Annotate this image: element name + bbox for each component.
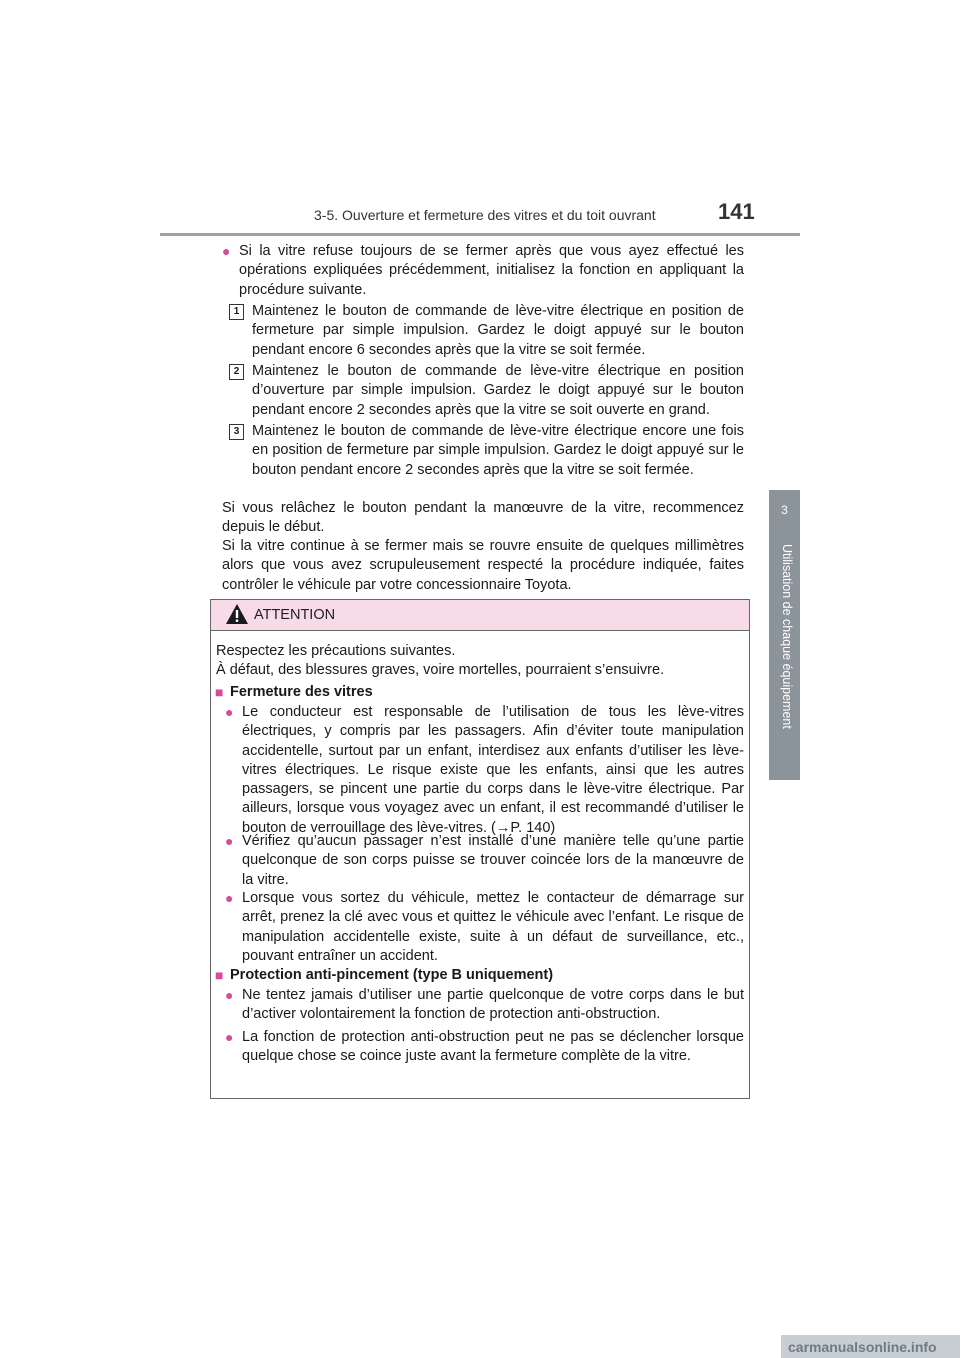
square-bullet-icon: ■ — [215, 967, 224, 983]
step-text-1: Maintenez le bouton de commande de lève-vitre électrique en position de fermeture par simple impulsion. Gardez le doigt appuyé sur le bouton pendant encore 6 secondes après que la vitre se soit fermée. — [252, 303, 744, 358]
bullet-icon: ● — [222, 243, 231, 259]
warning-bullet-driver: Le conducteur est responsable de l’utilisation de tous les lève-vitres électriques, y compris par les passagers. Afin d’éviter toute manipulation accidentelle, surtout par un enfant, interdisez aux enfants d’utiliser les lève-vitres électriques. Le risque existe que les enfants, ainsi que les autres passagers, se pincent une partie du corps dans le lève-vitre électrique. Par ailleurs, lorsque vous voyagez avec un enfant, il est recommandé d’utiliser le bouton de verrouillage des lève-vitres. (→P. 140) — [242, 704, 744, 836]
section-heading-anti-pinch: Protection anti-pincement (type B uniquement) — [230, 967, 554, 983]
warning-box — [210, 599, 750, 1099]
step-text-3: Maintenez le bouton de commande de lève-vitre électrique encore une fois en position de fermeture par simple impulsion. Gardez le doigt appuyé sur le bouton pendant encore 2 secondes après que la vitre se soit fermée. — [252, 423, 744, 478]
intro-bullet-text: Si la vitre refuse toujours de se fermer après que vous ayez effectué les opérations expliquées précédemment, initialisez la fonction en appliquant la procédure suivante. — [239, 243, 744, 298]
page-number: 141 — [718, 199, 755, 224]
step-number-3: 3 — [229, 424, 244, 440]
section-heading-windows: Fermeture des vitres — [230, 684, 373, 700]
step-number-1: 1 — [229, 304, 244, 320]
bullet-icon: ● — [225, 1029, 234, 1045]
bullet-icon: ● — [225, 987, 234, 1003]
watermark-text[interactable]: carmanualsonline.info — [788, 1339, 937, 1355]
square-bullet-icon: ■ — [215, 684, 224, 700]
bullet-icon: ● — [225, 890, 234, 906]
bullet-icon: ● — [225, 704, 234, 720]
step-number-2: 2 — [229, 364, 244, 380]
warning-bullet-exit: Lorsque vous sortez du véhicule, mettez le contacteur de démarrage sur arrêt, prenez la clé avec vous et quittez le véhicule avec l’enfant. Le risque de manipulation accidentelle existe, suite à un défaut de surveillance, etc., pouvant entraîner un accident. — [242, 890, 744, 964]
step-text-2: Maintenez le bouton de commande de lève-vitre électrique en position d’ouverture par simple impulsion. Gardez le doigt appuyé sur le bouton pendant encore 2 secondes après que la vitre se soit ouverte en grand. — [252, 363, 744, 418]
chapter-title: Utilisation de chaque équipement — [780, 544, 794, 729]
warning-header — [211, 600, 749, 631]
header-divider — [160, 233, 800, 236]
warning-bullet-passenger: Vérifiez qu’aucun passager n’est installé d’une manière telle qu’une partie quelconque de son corps puisse se trouver coincée lors de la manœuvre de la vitre. — [242, 833, 744, 888]
dealer-note: Si la vitre continue à se fermer mais se rouvre ensuite de quelques millimètres alors que vous avez scrupuleusement respecté la procédure indiquée, faites contrôler le véhicule par votre concessionnaire Toyota. — [222, 538, 744, 593]
warning-bullet-body-part: Ne tentez jamais d’utiliser une partie quelconque de votre corps dans le but d’activer volontairement la fonction de protection anti-obstruction. — [242, 987, 744, 1023]
warning-bullet-anti-obstruction: La fonction de protection anti-obstruction peut ne pas se déclencher lorsque quelque chose se coince juste avant la fermeture complète de la vitre. — [242, 1029, 744, 1065]
warning-triangle-icon — [225, 603, 249, 625]
warning-title: ATTENTION — [254, 607, 336, 623]
chapter-number: 3 — [781, 503, 788, 517]
restart-note: Si vous relâchez le bouton pendant la manœuvre de la vitre, recommencez depuis le début. — [222, 500, 744, 536]
section-title: 3-5. Ouverture et fermeture des vitres et du toit ouvrant — [314, 207, 656, 223]
bullet-icon: ● — [225, 833, 234, 849]
warning-intro-1: Respectez les précautions suivantes. — [216, 643, 456, 659]
warning-intro-2: À défaut, des blessures graves, voire mortelles, pourraient s’ensuivre. — [216, 662, 665, 678]
